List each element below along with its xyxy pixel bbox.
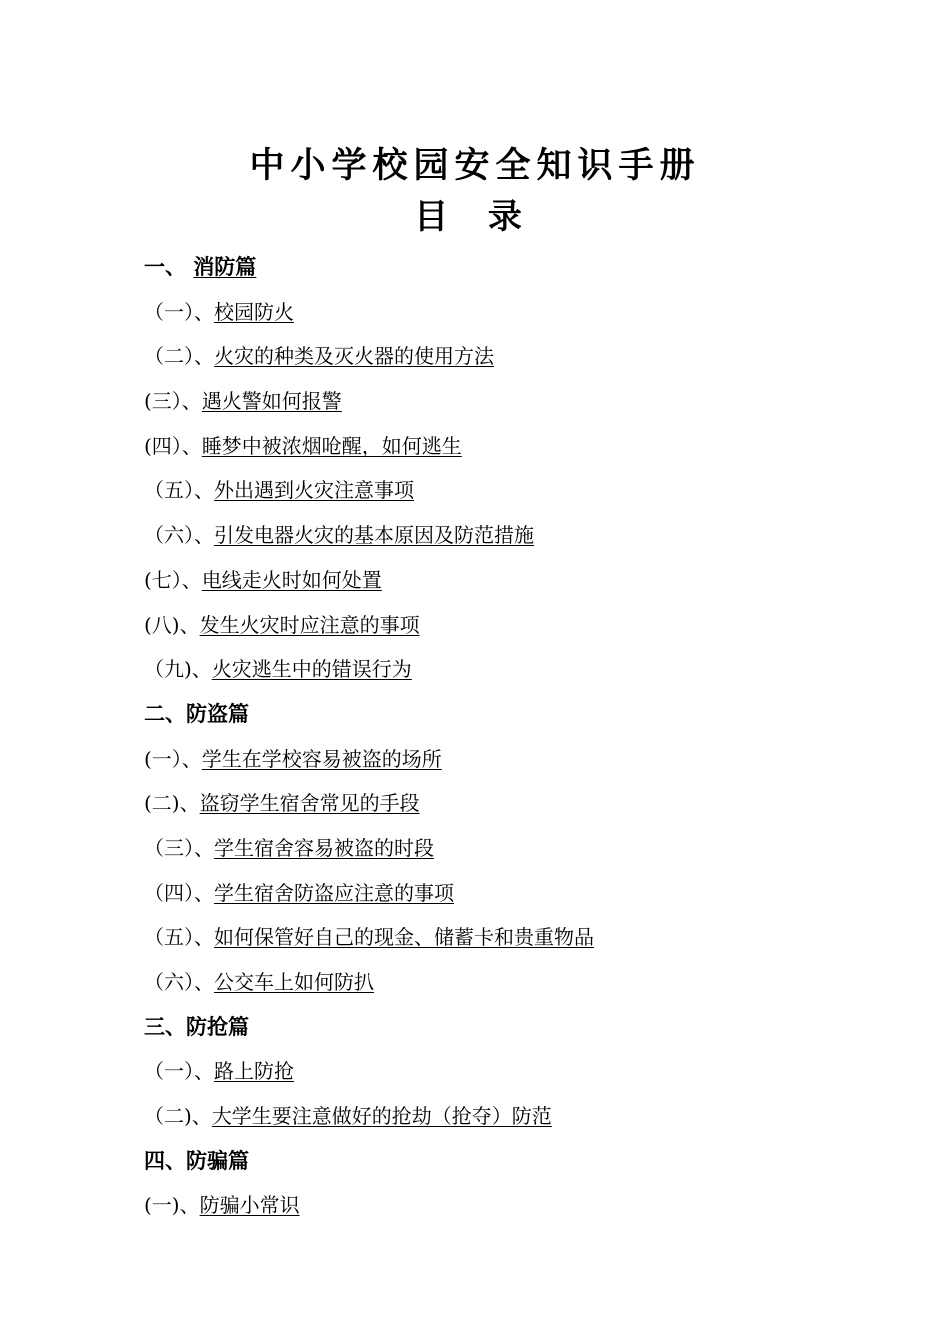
toc-number: (三）、 — [144, 389, 202, 414]
toc-link[interactable]: 路上防抢 — [214, 1059, 294, 1084]
toc-item — [144, 471, 844, 516]
toc-link[interactable]: 学生宿舍容易被盗的时段 — [214, 835, 434, 860]
toc-number: (七）、 — [144, 567, 202, 592]
toc-link[interactable]: 睡梦中被浓烟呛醒，如何逃生 — [201, 433, 462, 458]
toc-item — [144, 963, 844, 1008]
toc-number: 二、防盗篇 — [144, 701, 249, 726]
toc-number: （五）、 — [144, 478, 214, 503]
toc-link[interactable]: 盗窃学生宿舍常见的手段 — [199, 791, 420, 816]
toc-number: 三、防抢篇 — [144, 1014, 249, 1039]
toc-link[interactable]: 消防篇 — [193, 255, 257, 279]
toc-item — [144, 427, 844, 472]
toc-item — [144, 382, 844, 427]
toc-item — [144, 1097, 844, 1142]
toc-number: (二)、 — [144, 791, 200, 816]
toc-item — [144, 874, 844, 919]
toc-number: 一、 — [144, 255, 194, 279]
toc-number: （一）、 — [144, 299, 214, 324]
toc-item — [144, 1052, 844, 1097]
toc-number: (四）、 — [144, 433, 202, 458]
toc-link[interactable]: 学生宿舍防盗应注意的事项 — [214, 880, 454, 905]
toc-section — [144, 1142, 844, 1187]
toc-number: （九)、 — [144, 657, 212, 682]
toc-link[interactable]: 发生火灾时应注意的事项 — [199, 612, 420, 637]
document-title: 中小学校园安全知识手册 — [249, 146, 701, 186]
toc-link[interactable]: 大学生要注意做好的抢劫（抢夺）防范 — [211, 1104, 552, 1129]
table-of-contents — [144, 248, 844, 1231]
toc-link[interactable]: 电线走火时如何处置 — [201, 567, 382, 592]
toc-item — [144, 918, 844, 963]
toc-item — [144, 606, 844, 651]
toc-item — [144, 1186, 844, 1231]
toc-link[interactable]: 火灾的种类及灭火器的使用方法 — [214, 344, 494, 369]
toc-section — [144, 695, 844, 740]
toc-number: (八)、 — [144, 612, 200, 637]
toc-item — [144, 337, 844, 382]
toc-link[interactable]: 学生在学校容易被盗的场所 — [201, 746, 442, 771]
toc-link[interactable]: 引发电器火灾的基本原因及防范措施 — [214, 523, 534, 548]
toc-number: （五）、 — [144, 925, 214, 950]
toc-section — [144, 248, 844, 293]
toc-link[interactable]: 校园防火 — [214, 299, 294, 324]
toc-section — [144, 1008, 844, 1053]
toc-number: （四）、 — [144, 880, 214, 905]
toc-item — [144, 561, 844, 606]
toc-item — [144, 516, 844, 561]
toc-link[interactable]: 遇火警如何报警 — [201, 389, 342, 414]
toc-item — [144, 293, 844, 338]
toc-number: 四、防骗篇 — [144, 1148, 249, 1173]
toc-item — [144, 829, 844, 874]
toc-number: （一）、 — [144, 1059, 214, 1084]
toc-number: （六）、 — [144, 970, 214, 994]
toc-number: (一）、 — [144, 746, 202, 771]
toc-number: （二）、 — [144, 344, 214, 369]
toc-item — [144, 650, 844, 695]
toc-item — [144, 784, 844, 829]
toc-number: (一)、 — [144, 1193, 200, 1218]
toc-link[interactable]: 防骗小常识 — [199, 1193, 300, 1218]
toc-link[interactable]: 如何保管好自己的现金、储蓄卡和贵重物品 — [214, 925, 594, 950]
toc-number: （六）、 — [144, 523, 214, 548]
toc-item — [144, 740, 844, 785]
toc-number: （三）、 — [144, 835, 214, 860]
toc-heading: 目 录 — [414, 197, 536, 237]
toc-number: （二)、 — [144, 1104, 212, 1129]
toc-link[interactable]: 外出遇到火灾注意事项 — [214, 478, 414, 503]
toc-link[interactable]: 公交车上如何防扒 — [214, 970, 374, 994]
toc-link[interactable]: 火灾逃生中的错误行为 — [211, 657, 412, 682]
